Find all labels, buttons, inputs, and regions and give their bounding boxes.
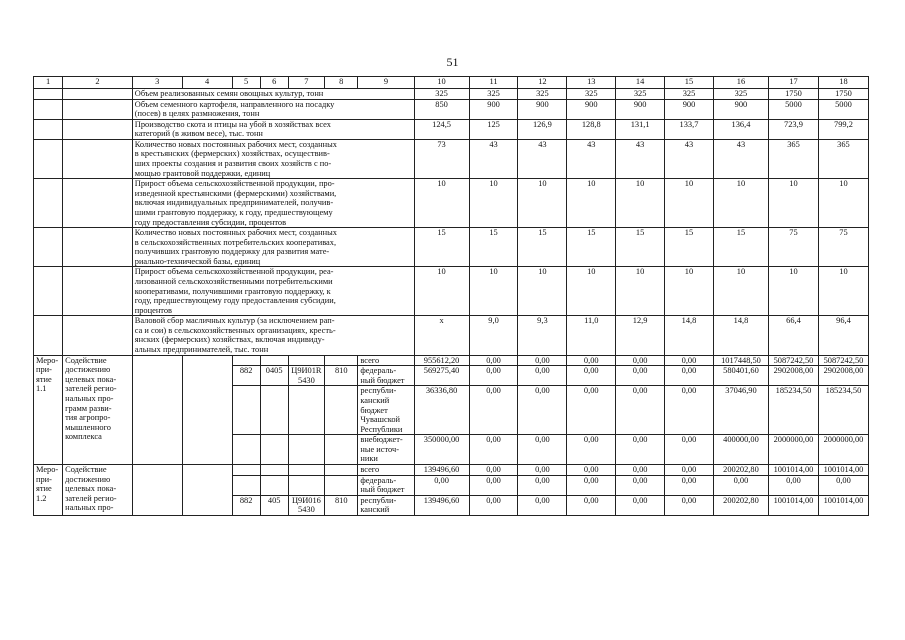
indicator-value: 15 <box>665 228 714 267</box>
section-code <box>260 355 288 366</box>
funding-value: 0,00 <box>616 386 665 435</box>
indicator-row <box>34 228 869 267</box>
indicator-value: 75 <box>769 228 819 267</box>
expense-type-code <box>325 464 358 475</box>
funding-value: 0,00 <box>567 386 616 435</box>
funding-value: 0,00 <box>567 366 616 386</box>
indicator-value: 14,8 <box>713 316 768 355</box>
empty-cell <box>34 119 63 139</box>
indicator-value: 325 <box>665 89 714 100</box>
indicator-value: 365 <box>818 139 868 178</box>
funding-value: 0,00 <box>616 464 665 475</box>
funding-value: 350000,00 <box>414 435 469 465</box>
funding-value: 0,00 <box>469 475 518 495</box>
empty-cell <box>34 99 63 119</box>
grbs-code <box>232 386 260 435</box>
grbs-code <box>232 464 260 475</box>
funding-value: 0,00 <box>616 435 665 465</box>
expense-type-code: 810 <box>325 495 358 515</box>
expense-type-code: 810 <box>325 366 358 386</box>
indicator-value: 10 <box>769 179 819 228</box>
indicator-text: Количество новых постоянных рабочих мест, созданных в крестьянских (фермерских) хозяйствах, осуществив- ших проекты создания и развития своих хозяйств с по- мощью грантовой поддержки, единиц <box>132 139 414 178</box>
funding-value: 0,00 <box>518 475 567 495</box>
funding-value: 0,00 <box>518 495 567 515</box>
empty-cell <box>63 139 133 178</box>
indicator-text: Прирост объема сельскохозяйственной продукции, про- изведенной крестьянскими (фермерскими) хозяйствами, включая индивидуальных предпринимателей, получив- шими грантовую поддержку, к году, предшествующему году предоставления субсидии, процентов <box>132 179 414 228</box>
expense-type-code <box>325 386 358 435</box>
funding-value: 0,00 <box>518 464 567 475</box>
indicator-value: 133,7 <box>665 119 714 139</box>
empty-cell <box>182 464 232 515</box>
indicator-value: 10 <box>567 267 616 316</box>
indicator-value: 900 <box>469 99 518 119</box>
indicator-value: 799,2 <box>818 119 868 139</box>
funding-source: всего <box>358 464 414 475</box>
grbs-code <box>232 435 260 465</box>
target-article-code <box>288 435 324 465</box>
funding-value: 0,00 <box>567 435 616 465</box>
column-number-row <box>34 77 869 89</box>
funding-value: 36336,80 <box>414 386 469 435</box>
funding-source: федераль- ный бюджет <box>358 366 414 386</box>
indicator-value: 10 <box>518 267 567 316</box>
column-number: 7 <box>288 77 324 89</box>
funding-value: 569275,40 <box>414 366 469 386</box>
empty-cell <box>63 228 133 267</box>
indicator-value: 43 <box>713 139 768 178</box>
measure-label: Меро- при- ятие 1.1 <box>34 355 63 464</box>
column-number: 8 <box>325 77 358 89</box>
indicator-value: 15 <box>469 228 518 267</box>
funding-value: 185234,50 <box>769 386 819 435</box>
section-code <box>260 464 288 475</box>
empty-cell <box>63 119 133 139</box>
funding-value: 0,00 <box>665 366 714 386</box>
funding-value: 580401,60 <box>713 366 768 386</box>
funding-row <box>34 464 869 475</box>
indicator-value: 325 <box>616 89 665 100</box>
indicator-text: Прирост объема сельскохозяйственной продукции, реа- лизованной сельскохозяйственными потребительскими кооперативами, получившими грантовую поддержку, к году, предшествующему году предоставления субсидии, процентов <box>132 267 414 316</box>
funding-value: 955612,20 <box>414 355 469 366</box>
indicator-value: x <box>414 316 469 355</box>
indicator-value: 66,4 <box>769 316 819 355</box>
section-code <box>260 475 288 495</box>
funding-value: 1001014,00 <box>769 464 819 475</box>
target-article-code: Ц9И01R 5430 <box>288 366 324 386</box>
empty-cell <box>63 179 133 228</box>
column-number: 10 <box>414 77 469 89</box>
empty-cell <box>182 355 232 464</box>
indicator-text: Производство скота и птицы на убой в хозяйствах всех категорий (в живом весе), тыс. тонн <box>132 119 414 139</box>
measure-label: Меро- при- ятие 1.2 <box>34 464 63 515</box>
column-number: 11 <box>469 77 518 89</box>
indicator-text: Объем семенного картофеля, направленного на посадку (посев) в целях размножения, тонн <box>132 99 414 119</box>
indicator-value: 136,4 <box>713 119 768 139</box>
target-article-code <box>288 355 324 366</box>
funding-row <box>34 355 869 366</box>
section-code: 405 <box>260 495 288 515</box>
indicator-value: 10 <box>713 179 768 228</box>
indicator-value: 325 <box>518 89 567 100</box>
empty-cell <box>63 267 133 316</box>
funding-source: республи- канский <box>358 495 414 515</box>
indicator-value: 900 <box>713 99 768 119</box>
program-table <box>33 76 869 516</box>
column-number: 1 <box>34 77 63 89</box>
indicator-value: 10 <box>518 179 567 228</box>
funding-value: 0,00 <box>665 464 714 475</box>
indicator-value: 325 <box>713 89 768 100</box>
indicator-text: Объем реализованных семян овощных культур, тонн <box>132 89 414 100</box>
indicator-row <box>34 119 869 139</box>
column-number: 13 <box>567 77 616 89</box>
target-article-code <box>288 464 324 475</box>
funding-source: республи- канский бюджет Чувашской Республики <box>358 386 414 435</box>
funding-value: 0,00 <box>665 435 714 465</box>
funding-value: 1001014,00 <box>769 495 819 515</box>
indicator-row <box>34 99 869 119</box>
funding-value: 0,00 <box>567 355 616 366</box>
expense-type-code <box>325 435 358 465</box>
indicator-value: 15 <box>518 228 567 267</box>
funding-value: 1001014,00 <box>818 495 868 515</box>
funding-value: 0,00 <box>469 464 518 475</box>
indicator-text: Валовой сбор масличных культур (за исключением рап- са и сои) в сельскохозяйственных организациях, кресть- янских (фермерских) хозяйствах, включая индивиду- альных предпринимателей, тыс. тонн <box>132 316 414 355</box>
grbs-code <box>232 475 260 495</box>
measure-name: Содействие достижению целевых пока- зателей регио- нальных про- грамм разви- тия агропро- мышленного комплекса <box>63 355 133 464</box>
funding-value: 0,00 <box>469 366 518 386</box>
funding-value: 0,00 <box>414 475 469 495</box>
target-article-code <box>288 475 324 495</box>
funding-value: 0,00 <box>469 386 518 435</box>
grbs-code: 882 <box>232 366 260 386</box>
indicator-value: 75 <box>818 228 868 267</box>
funding-value: 200202,80 <box>713 495 768 515</box>
funding-value: 0,00 <box>616 366 665 386</box>
funding-value: 0,00 <box>518 355 567 366</box>
indicator-value: 9,3 <box>518 316 567 355</box>
empty-cell <box>63 316 133 355</box>
funding-value: 400000,00 <box>713 435 768 465</box>
section-code <box>260 435 288 465</box>
funding-value: 5087242,50 <box>769 355 819 366</box>
funding-value: 0,00 <box>665 475 714 495</box>
funding-value: 37046,90 <box>713 386 768 435</box>
funding-value: 5087242,50 <box>818 355 868 366</box>
funding-value: 200202,80 <box>713 464 768 475</box>
indicator-value: 900 <box>567 99 616 119</box>
indicator-value: 325 <box>414 89 469 100</box>
indicator-value: 9,0 <box>469 316 518 355</box>
funding-value: 139496,60 <box>414 495 469 515</box>
indicator-value: 900 <box>616 99 665 119</box>
column-number: 4 <box>182 77 232 89</box>
indicator-value: 10 <box>414 267 469 316</box>
column-number: 9 <box>358 77 414 89</box>
funding-value: 0,00 <box>769 475 819 495</box>
empty-cell <box>34 267 63 316</box>
empty-cell <box>63 89 133 100</box>
target-article-code <box>288 386 324 435</box>
column-number: 17 <box>769 77 819 89</box>
column-number: 2 <box>63 77 133 89</box>
indicator-value: 43 <box>469 139 518 178</box>
funding-value: 0,00 <box>518 366 567 386</box>
empty-cell <box>34 89 63 100</box>
page-number: 51 <box>446 55 459 69</box>
funding-value: 2902008,00 <box>769 366 819 386</box>
indicator-row <box>34 316 869 355</box>
funding-value: 2902008,00 <box>818 366 868 386</box>
indicator-value: 43 <box>616 139 665 178</box>
indicator-row <box>34 139 869 178</box>
section-code <box>260 386 288 435</box>
indicator-value: 10 <box>616 267 665 316</box>
expense-type-code <box>325 355 358 366</box>
funding-value: 2000000,00 <box>818 435 868 465</box>
funding-value: 1001014,00 <box>818 464 868 475</box>
column-number: 12 <box>518 77 567 89</box>
funding-value: 0,00 <box>665 355 714 366</box>
indicator-value: 325 <box>469 89 518 100</box>
indicator-value: 10 <box>616 179 665 228</box>
indicator-value: 12,9 <box>616 316 665 355</box>
funding-value: 0,00 <box>518 386 567 435</box>
indicator-value: 96,4 <box>818 316 868 355</box>
funding-value: 0,00 <box>469 435 518 465</box>
indicator-value: 125 <box>469 119 518 139</box>
indicator-value: 43 <box>567 139 616 178</box>
indicator-value: 10 <box>769 267 819 316</box>
indicator-value: 325 <box>567 89 616 100</box>
indicator-value: 15 <box>567 228 616 267</box>
column-number: 16 <box>713 77 768 89</box>
indicator-value: 10 <box>665 179 714 228</box>
indicator-value: 900 <box>665 99 714 119</box>
column-number: 14 <box>616 77 665 89</box>
funding-value: 0,00 <box>665 386 714 435</box>
indicator-value: 15 <box>713 228 768 267</box>
indicator-value: 43 <box>518 139 567 178</box>
funding-source: всего <box>358 355 414 366</box>
empty-cell <box>34 179 63 228</box>
funding-value: 139496,60 <box>414 464 469 475</box>
indicator-value: 10 <box>567 179 616 228</box>
funding-value: 0,00 <box>567 495 616 515</box>
indicator-value: 1750 <box>769 89 819 100</box>
funding-value: 185234,50 <box>818 386 868 435</box>
empty-cell <box>132 464 182 515</box>
indicator-value: 10 <box>414 179 469 228</box>
empty-cell <box>63 99 133 119</box>
indicator-value: 15 <box>616 228 665 267</box>
indicator-value: 5000 <box>818 99 868 119</box>
funding-value: 0,00 <box>713 475 768 495</box>
table-body <box>34 77 869 516</box>
funding-value: 0,00 <box>567 475 616 495</box>
empty-cell <box>132 355 182 464</box>
funding-value: 0,00 <box>616 495 665 515</box>
funding-source: внебюджет- ные источ- ники <box>358 435 414 465</box>
funding-value: 0,00 <box>616 475 665 495</box>
indicator-value: 43 <box>665 139 714 178</box>
funding-source: федераль- ный бюджет <box>358 475 414 495</box>
grbs-code: 882 <box>232 495 260 515</box>
indicator-row <box>34 179 869 228</box>
indicator-value: 128,8 <box>567 119 616 139</box>
funding-value: 0,00 <box>469 495 518 515</box>
column-number: 18 <box>818 77 868 89</box>
indicator-value: 10 <box>469 267 518 316</box>
empty-cell <box>34 139 63 178</box>
funding-value: 0,00 <box>469 355 518 366</box>
measure-name: Содействие достижению целевых пока- зателей регио- нальных про- <box>63 464 133 515</box>
indicator-value: 5000 <box>769 99 819 119</box>
indicator-value: 723,9 <box>769 119 819 139</box>
indicator-value: 124,5 <box>414 119 469 139</box>
indicator-value: 15 <box>414 228 469 267</box>
target-article-code: Ц9И016 5430 <box>288 495 324 515</box>
indicator-value: 10 <box>818 267 868 316</box>
indicator-value: 73 <box>414 139 469 178</box>
indicator-value: 10 <box>665 267 714 316</box>
funding-value: 0,00 <box>567 464 616 475</box>
column-number: 6 <box>260 77 288 89</box>
indicator-value: 365 <box>769 139 819 178</box>
funding-value: 0,00 <box>518 435 567 465</box>
funding-value: 0,00 <box>818 475 868 495</box>
funding-value: 1017448,50 <box>713 355 768 366</box>
indicator-value: 131,1 <box>616 119 665 139</box>
indicator-value: 1750 <box>818 89 868 100</box>
indicator-row <box>34 89 869 100</box>
indicator-text: Количество новых постоянных рабочих мест, созданных в сельскохозяйственных потребительских кооперативах, получивших грантовую поддержку для развития мате- риально-технической базы, единиц <box>132 228 414 267</box>
section-code: 0405 <box>260 366 288 386</box>
funding-value: 2000000,00 <box>769 435 819 465</box>
indicator-value: 126,9 <box>518 119 567 139</box>
grbs-code <box>232 355 260 366</box>
column-number: 5 <box>232 77 260 89</box>
indicator-value: 850 <box>414 99 469 119</box>
expense-type-code <box>325 475 358 495</box>
empty-cell <box>34 316 63 355</box>
funding-value: 0,00 <box>616 355 665 366</box>
indicator-value: 10 <box>469 179 518 228</box>
indicator-value: 14,8 <box>665 316 714 355</box>
column-number: 3 <box>132 77 182 89</box>
indicator-value: 10 <box>818 179 868 228</box>
funding-value: 0,00 <box>665 495 714 515</box>
indicator-value: 10 <box>713 267 768 316</box>
indicator-value: 900 <box>518 99 567 119</box>
indicator-row <box>34 267 869 316</box>
column-number: 15 <box>665 77 714 89</box>
indicator-value: 11,0 <box>567 316 616 355</box>
empty-cell <box>34 228 63 267</box>
